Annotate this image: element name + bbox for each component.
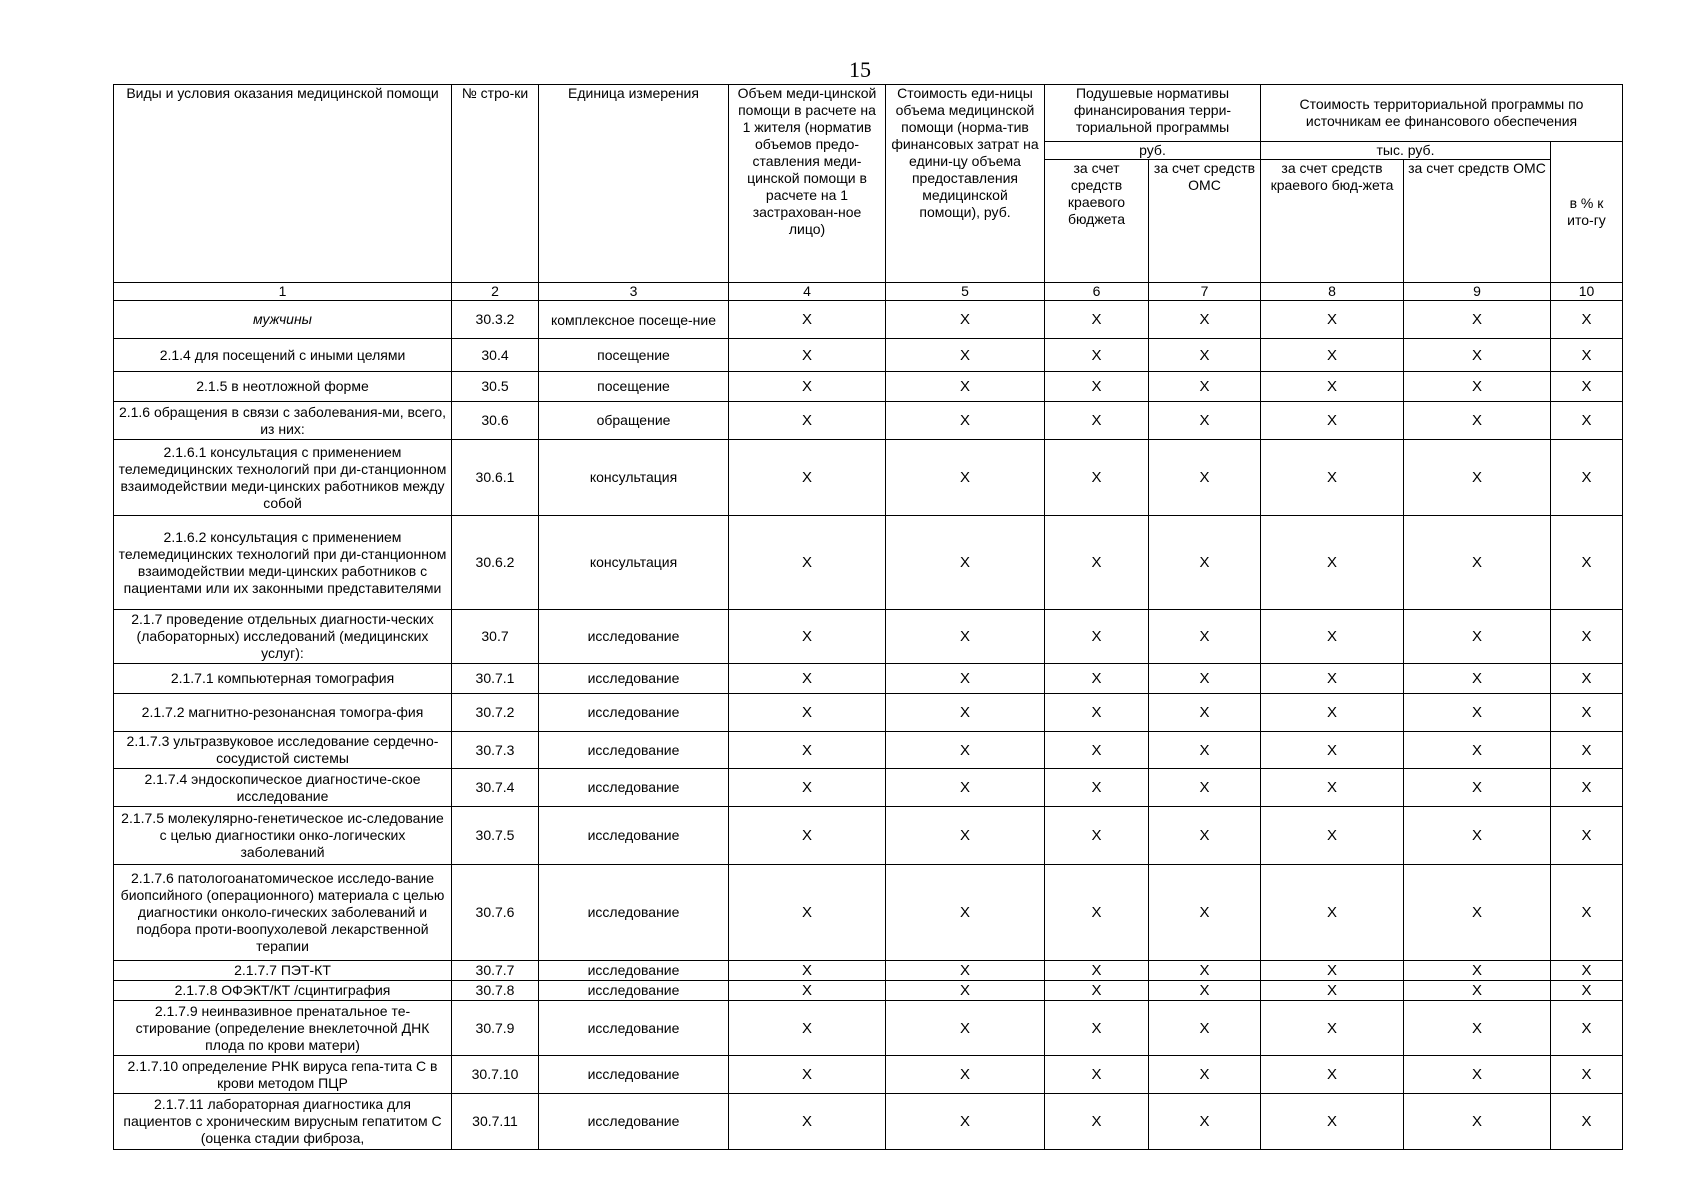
- row-value-cell: X: [729, 732, 886, 769]
- header-per-capita-group: Подушевые нормативы финансирования терри-ториальной программы: [1045, 85, 1261, 142]
- column-number-row: [114, 283, 1623, 301]
- row-value-cell: X: [1551, 981, 1623, 1001]
- table-row: [114, 732, 1623, 769]
- row-value-cell: X: [1261, 732, 1404, 769]
- row-value-cell: X: [886, 516, 1045, 610]
- row-value-cell: X: [729, 301, 886, 339]
- row-value-cell: X: [1551, 1094, 1623, 1150]
- row-value-cell: X: [1045, 1094, 1149, 1150]
- column-number: 5: [886, 283, 1045, 301]
- row-value-cell: X: [729, 1001, 886, 1056]
- row-value-cell: X: [1149, 516, 1261, 610]
- row-value-cell: X: [1149, 732, 1261, 769]
- table-row: [114, 1001, 1623, 1056]
- row-value-cell: X: [1261, 1094, 1404, 1150]
- column-number: 9: [1404, 283, 1551, 301]
- row-value-cell: X: [1149, 807, 1261, 865]
- row-value-cell: X: [729, 610, 886, 664]
- row-care-type: 2.1.7.2 магнитно-резонансная томогра-фия: [114, 694, 452, 732]
- column-number: 4: [729, 283, 886, 301]
- row-value-cell: X: [886, 865, 1045, 961]
- header-unit-cost: Стоимость еди-ницы объема медицинской помощи (норма-тив финансовых затрат на едини-цу объема предоставления медицинской помощи), руб.: [886, 85, 1045, 283]
- row-value-cell: X: [1261, 402, 1404, 440]
- row-unit: исследование: [539, 732, 729, 769]
- row-value-cell: X: [1045, 694, 1149, 732]
- row-care-type: 2.1.7.11 лабораторная диагностика для пациентов с хроническим вирусным гепатитом С (оценка стадии фиброза,: [114, 1094, 452, 1150]
- row-value-cell: X: [1261, 516, 1404, 610]
- header-line-number: № стро-ки: [452, 85, 539, 283]
- row-line-number: 30.7.7: [452, 961, 539, 981]
- row-value-cell: X: [729, 1056, 886, 1094]
- row-value-cell: X: [1045, 372, 1149, 402]
- row-value-cell: X: [1551, 402, 1623, 440]
- row-value-cell: X: [729, 769, 886, 807]
- row-value-cell: X: [1149, 981, 1261, 1001]
- column-number: 3: [539, 283, 729, 301]
- row-care-type: 2.1.7 проведение отдельных диагности-ческих (лабораторных) исследований (медицинских услуг):: [114, 610, 452, 664]
- row-value-cell: X: [1261, 769, 1404, 807]
- row-care-type: мужчины: [114, 301, 452, 339]
- row-value-cell: X: [1404, 865, 1551, 961]
- row-line-number: 30.5: [452, 372, 539, 402]
- row-value-cell: X: [1045, 339, 1149, 372]
- row-line-number: 30.6: [452, 402, 539, 440]
- row-value-cell: X: [886, 664, 1045, 694]
- row-value-cell: X: [886, 1056, 1045, 1094]
- row-value-cell: X: [886, 961, 1045, 981]
- row-unit: консультация: [539, 440, 729, 516]
- row-value-cell: X: [1149, 339, 1261, 372]
- row-value-cell: X: [1404, 769, 1551, 807]
- table-row: [114, 961, 1623, 981]
- row-value-cell: X: [1149, 1094, 1261, 1150]
- row-value-cell: X: [1045, 865, 1149, 961]
- column-number: 2: [452, 283, 539, 301]
- row-value-cell: X: [1149, 301, 1261, 339]
- table-row: [114, 807, 1623, 865]
- header-unit-thous-rub: тыс. руб.: [1261, 142, 1551, 160]
- row-value-cell: X: [1261, 339, 1404, 372]
- table-row: [114, 981, 1623, 1001]
- row-value-cell: X: [729, 339, 886, 372]
- row-line-number: 30.7.9: [452, 1001, 539, 1056]
- row-care-type: 2.1.7.8 ОФЭКТ/КТ /сцинтиграфия: [114, 981, 452, 1001]
- row-value-cell: X: [1551, 301, 1623, 339]
- row-unit: исследование: [539, 865, 729, 961]
- table-row: [114, 1094, 1623, 1150]
- row-value-cell: X: [1404, 732, 1551, 769]
- table-row: [114, 440, 1623, 516]
- row-line-number: 30.7.2: [452, 694, 539, 732]
- row-value-cell: X: [729, 440, 886, 516]
- row-value-cell: X: [1404, 1056, 1551, 1094]
- row-value-cell: X: [1404, 372, 1551, 402]
- row-value-cell: X: [1045, 516, 1149, 610]
- row-line-number: 30.6.2: [452, 516, 539, 610]
- row-value-cell: X: [729, 1094, 886, 1150]
- row-value-cell: X: [1551, 610, 1623, 664]
- row-value-cell: X: [1551, 339, 1623, 372]
- row-value-cell: X: [1551, 1056, 1623, 1094]
- table-row: [114, 664, 1623, 694]
- row-value-cell: X: [1149, 440, 1261, 516]
- row-care-type: 2.1.7.9 неинвазивное пренатальное те-стирование (определение внеклеточной ДНК плода по крови матери): [114, 1001, 452, 1056]
- row-value-cell: X: [1149, 664, 1261, 694]
- row-unit: исследование: [539, 694, 729, 732]
- row-value-cell: X: [886, 1001, 1045, 1056]
- column-number: 7: [1149, 283, 1261, 301]
- row-unit: комплексное посеще-ние: [539, 301, 729, 339]
- row-care-type: 2.1.7.10 определение РНК вируса гепа-тита С в крови методом ПЦР: [114, 1056, 452, 1094]
- row-unit: исследование: [539, 1094, 729, 1150]
- table-body: [114, 301, 1623, 1150]
- row-value-cell: X: [1404, 610, 1551, 664]
- row-value-cell: X: [729, 981, 886, 1001]
- row-unit: исследование: [539, 1056, 729, 1094]
- row-value-cell: X: [886, 402, 1045, 440]
- row-unit: исследование: [539, 769, 729, 807]
- table-row: [114, 610, 1623, 664]
- column-number: 1: [114, 283, 452, 301]
- row-value-cell: X: [1551, 440, 1623, 516]
- row-unit: исследование: [539, 807, 729, 865]
- row-line-number: 30.7.5: [452, 807, 539, 865]
- row-value-cell: X: [1551, 769, 1623, 807]
- row-value-cell: X: [1404, 981, 1551, 1001]
- row-value-cell: X: [729, 372, 886, 402]
- row-value-cell: X: [1261, 301, 1404, 339]
- table-row: [114, 402, 1623, 440]
- row-value-cell: X: [1551, 961, 1623, 981]
- row-care-type: 2.1.7.3 ультразвуковое исследование сердечно-сосудистой системы: [114, 732, 452, 769]
- row-value-cell: X: [1045, 961, 1149, 981]
- row-value-cell: X: [886, 301, 1045, 339]
- row-value-cell: X: [1045, 664, 1149, 694]
- row-line-number: 30.7.10: [452, 1056, 539, 1094]
- header-regional-budget-cost: за счет средств краевого бюд-жета: [1261, 160, 1404, 283]
- row-value-cell: X: [1149, 961, 1261, 981]
- row-value-cell: X: [1149, 694, 1261, 732]
- row-value-cell: X: [1045, 807, 1149, 865]
- table-header: [114, 85, 1623, 301]
- table-row: [114, 694, 1623, 732]
- row-value-cell: X: [886, 732, 1045, 769]
- row-value-cell: X: [1261, 440, 1404, 516]
- row-value-cell: X: [729, 516, 886, 610]
- row-value-cell: X: [1045, 981, 1149, 1001]
- header-oms-cost: за счет средств ОМС: [1404, 160, 1551, 283]
- row-value-cell: X: [729, 807, 886, 865]
- row-unit: консультация: [539, 516, 729, 610]
- row-value-cell: X: [1404, 339, 1551, 372]
- row-value-cell: X: [886, 440, 1045, 516]
- row-value-cell: X: [1551, 372, 1623, 402]
- row-value-cell: X: [729, 402, 886, 440]
- row-line-number: 30.7.11: [452, 1094, 539, 1150]
- table-row: [114, 865, 1623, 961]
- row-value-cell: X: [1404, 1001, 1551, 1056]
- row-value-cell: X: [1149, 610, 1261, 664]
- row-value-cell: X: [1551, 664, 1623, 694]
- row-line-number: 30.7.6: [452, 865, 539, 961]
- row-value-cell: X: [1404, 516, 1551, 610]
- row-line-number: 30.7.8: [452, 981, 539, 1001]
- row-value-cell: X: [1149, 865, 1261, 961]
- row-value-cell: X: [1045, 301, 1149, 339]
- row-value-cell: X: [1045, 769, 1149, 807]
- table-row: [114, 516, 1623, 610]
- row-unit: исследование: [539, 664, 729, 694]
- row-value-cell: X: [1261, 865, 1404, 961]
- row-unit: исследование: [539, 961, 729, 981]
- table-row: [114, 339, 1623, 372]
- financing-table: [113, 84, 1623, 1150]
- row-line-number: 30.6.1: [452, 440, 539, 516]
- row-value-cell: X: [1261, 664, 1404, 694]
- table-row: [114, 372, 1623, 402]
- row-care-type: 2.1.7.4 эндоскопическое диагностиче-ское исследование: [114, 769, 452, 807]
- row-line-number: 30.7.4: [452, 769, 539, 807]
- row-value-cell: X: [1261, 1056, 1404, 1094]
- table-row: [114, 1056, 1623, 1094]
- row-value-cell: X: [1551, 516, 1623, 610]
- row-value-cell: X: [1261, 981, 1404, 1001]
- row-value-cell: X: [1404, 402, 1551, 440]
- row-value-cell: X: [886, 1094, 1045, 1150]
- column-number: 6: [1045, 283, 1149, 301]
- row-value-cell: X: [886, 981, 1045, 1001]
- row-value-cell: X: [1551, 694, 1623, 732]
- row-line-number: 30.3.2: [452, 301, 539, 339]
- row-line-number: 30.7: [452, 610, 539, 664]
- column-number: 8: [1261, 283, 1404, 301]
- row-care-type: 2.1.4 для посещений с иными целями: [114, 339, 452, 372]
- row-value-cell: X: [1404, 664, 1551, 694]
- row-value-cell: X: [1149, 402, 1261, 440]
- row-value-cell: X: [1045, 610, 1149, 664]
- row-unit: посещение: [539, 372, 729, 402]
- row-value-cell: X: [729, 694, 886, 732]
- table-row: [114, 769, 1623, 807]
- header-cost-group: Стоимость территориальной программы по источникам ее финансового обеспечения: [1261, 85, 1623, 142]
- row-value-cell: X: [1149, 769, 1261, 807]
- row-unit: исследование: [539, 610, 729, 664]
- row-value-cell: X: [886, 694, 1045, 732]
- row-value-cell: X: [1261, 372, 1404, 402]
- header-unit-rub: руб.: [1045, 142, 1261, 160]
- row-care-type: 2.1.7.1 компьютерная томография: [114, 664, 452, 694]
- row-value-cell: X: [886, 610, 1045, 664]
- row-unit: исследование: [539, 1001, 729, 1056]
- row-care-type: 2.1.6.1 консультация с применением телемедицинских технологий при ди-станционном взаимодействии меди-цинских работников между собой: [114, 440, 452, 516]
- row-value-cell: X: [1149, 1056, 1261, 1094]
- row-value-cell: X: [886, 372, 1045, 402]
- row-unit: исследование: [539, 981, 729, 1001]
- row-line-number: 30.7.1: [452, 664, 539, 694]
- row-line-number: 30.7.3: [452, 732, 539, 769]
- row-value-cell: X: [886, 807, 1045, 865]
- row-unit: посещение: [539, 339, 729, 372]
- header-oms: за счет средств ОМС: [1149, 160, 1261, 283]
- row-value-cell: X: [1045, 1001, 1149, 1056]
- row-value-cell: X: [1261, 694, 1404, 732]
- row-value-cell: X: [1045, 402, 1149, 440]
- row-value-cell: X: [886, 339, 1045, 372]
- row-value-cell: X: [729, 961, 886, 981]
- table-row: [114, 301, 1623, 339]
- row-care-type: 2.1.7.5 молекулярно-генетическое ис-следование с целью диагностики онко-логических заболеваний: [114, 807, 452, 865]
- header-percent: в % к ито-гу: [1551, 142, 1623, 283]
- row-value-cell: X: [1261, 961, 1404, 981]
- row-care-type: 2.1.6.2 консультация с применением телемедицинских технологий при ди-станционном взаимодействии меди-цинских работников с пациентами или их законными представителями: [114, 516, 452, 610]
- row-value-cell: X: [1261, 610, 1404, 664]
- row-value-cell: X: [1149, 1001, 1261, 1056]
- row-care-type: 2.1.5 в неотложной форме: [114, 372, 452, 402]
- row-value-cell: X: [1404, 301, 1551, 339]
- column-number: 10: [1551, 283, 1623, 301]
- row-value-cell: X: [1045, 440, 1149, 516]
- row-value-cell: X: [1404, 440, 1551, 516]
- row-line-number: 30.4: [452, 339, 539, 372]
- row-value-cell: X: [1551, 732, 1623, 769]
- row-value-cell: X: [1404, 807, 1551, 865]
- header-volume: Объем меди-цинской помощи в расчете на 1 жителя (норматив объемов предо-ставления меди-цинской помощи в расчете на 1 застрахован-ное лицо): [729, 85, 886, 283]
- row-value-cell: X: [1149, 372, 1261, 402]
- row-value-cell: X: [886, 769, 1045, 807]
- row-value-cell: X: [729, 865, 886, 961]
- row-care-type: 2.1.6 обращения в связи с заболевания-ми, всего, из них:: [114, 402, 452, 440]
- row-value-cell: X: [1045, 732, 1149, 769]
- header-unit: Единица измерения: [539, 85, 729, 283]
- row-value-cell: X: [1404, 1094, 1551, 1150]
- page-number: 15: [849, 57, 871, 82]
- row-value-cell: X: [1261, 1001, 1404, 1056]
- row-value-cell: X: [1045, 1056, 1149, 1094]
- row-care-type: 2.1.7.6 патологоанатомическое исследо-вание биопсийного (операционного) материала с целью диагностики онколо-гических заболеваний и подбора проти-воопухолевой лекарственной терапии: [114, 865, 452, 961]
- row-value-cell: X: [1404, 694, 1551, 732]
- row-care-type: 2.1.7.7 ПЭТ-КТ: [114, 961, 452, 981]
- row-value-cell: X: [1404, 961, 1551, 981]
- row-value-cell: X: [1551, 865, 1623, 961]
- row-unit: обращение: [539, 402, 729, 440]
- row-value-cell: X: [729, 664, 886, 694]
- header-care-type: Виды и условия оказания медицинской помощи: [114, 85, 452, 283]
- row-value-cell: X: [1261, 807, 1404, 865]
- row-value-cell: X: [1551, 807, 1623, 865]
- row-value-cell: X: [1551, 1001, 1623, 1056]
- header-regional-budget: за счет средств краевого бюджета: [1045, 160, 1149, 283]
